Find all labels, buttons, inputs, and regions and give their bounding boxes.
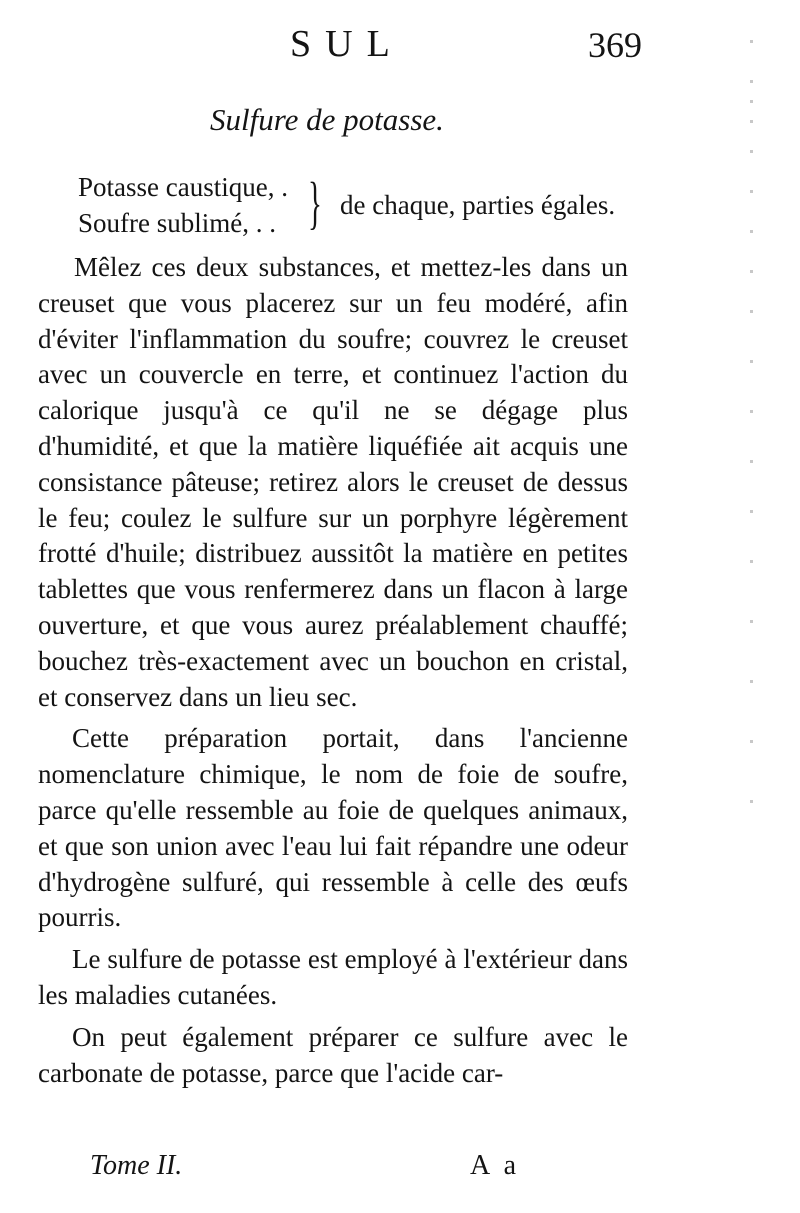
paragraph: Mêlez ces deux substances, et mettez-les dans un creuset que vous placerez sur un feu modéré, afin d'éviter l'inflammation du soufre; couvrez le creuset avec un couvercle en terre, et continuez l'action du calorique jusqu'à ce qu'il ne se dégage plus d'humidité, et que la matière liquéfiée ait acquis une consistance pâteuse; retirez alors le creuset de dessus le feu; coulez le sulfure sur un porphyre légèrement frotté d'huile; distribuez aussitôt la matière en petites tablettes que vous renfermerez dans un flacon à large ouverture, et que vous aurez préalablement chauffé; bouchez très-exactement avec un bouchon en cristal, et conservez dans un lieu sec.: [38, 252, 628, 712]
section-title: Sulfure de potasse.: [210, 102, 444, 137]
paragraph: Le sulfure de potasse est employé à l'extérieur dans les maladies cutanées.: [38, 944, 628, 1010]
paragraph: Cette préparation portait, dans l'ancienne nomenclature chimique, le nom de foie de soufre, parce qu'elle ressemble au foie de quelques animaux, et que son union avec l'eau lui fait répandre une odeur d'hydrogène sulfuré, qui ressemble à celle des œufs pourris.: [38, 723, 628, 933]
running-head: SUL: [290, 23, 404, 65]
ingredient-list: [78, 172, 648, 242]
signature-mark: A a: [470, 1150, 521, 1181]
paragraph: On peut également préparer ce sulfure avec le carbonate de potasse, parce que l'acide car-: [38, 1021, 628, 1088]
ingredient-item: Soufre sublimé, . .: [78, 208, 276, 238]
curly-brace-icon: }: [308, 170, 322, 235]
margin-marks: [750, 40, 762, 840]
volume-label: Tome II.: [90, 1150, 183, 1181]
ingredient-proportion: de chaque, parties égales.: [340, 190, 616, 220]
body-text: [38, 250, 628, 1097]
ingredient-item: Potasse caustique, .: [78, 172, 288, 202]
page-number: 369: [588, 25, 642, 65]
